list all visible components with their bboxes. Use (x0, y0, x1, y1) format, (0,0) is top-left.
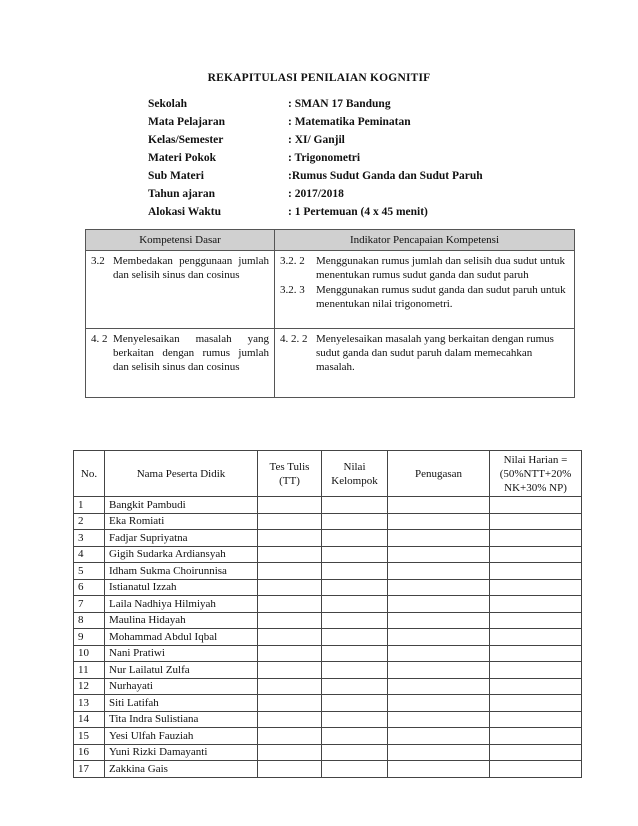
score-nilai-harian (490, 497, 582, 514)
score-nilai-harian (490, 596, 582, 613)
student-row (74, 513, 582, 530)
student-no: 17 (74, 761, 105, 778)
score-penugasan (388, 662, 490, 679)
score-tes-tulis (258, 761, 322, 778)
info-row (148, 131, 548, 149)
score-nilai-kelompok (322, 546, 388, 563)
score-penugasan (388, 744, 490, 761)
score-penugasan (388, 629, 490, 646)
student-no: 13 (74, 695, 105, 712)
student-no: 2 (74, 513, 105, 530)
student-name: Mohammad Abdul Iqbal (105, 629, 258, 646)
student-no: 3 (74, 530, 105, 547)
page-title: REKAPITULASI PENILAIAN KOGNITIF (207, 72, 431, 84)
info-label: Sekolah (148, 98, 187, 110)
competency-row (86, 251, 575, 329)
student-row (74, 711, 582, 728)
header-nama: Nama Peserta Didik (105, 451, 258, 497)
score-table (73, 450, 582, 778)
score-penugasan (388, 546, 490, 563)
info-label: Kelas/Semester (148, 134, 224, 146)
score-nilai-kelompok (322, 711, 388, 728)
indicator-number: 3.2. 3 (280, 284, 305, 296)
header-penugasan: Penugasan (388, 451, 490, 497)
score-tes-tulis (258, 629, 322, 646)
info-row (148, 167, 548, 185)
score-tes-tulis (258, 645, 322, 662)
header-kompetensi-dasar: Kompetensi Dasar (86, 230, 275, 251)
score-tes-tulis (258, 695, 322, 712)
score-tes-tulis (258, 513, 322, 530)
score-tes-tulis (258, 596, 322, 613)
score-nilai-harian (490, 612, 582, 629)
score-nilai-harian (490, 563, 582, 580)
student-no: 8 (74, 612, 105, 629)
student-no: 12 (74, 678, 105, 695)
header-indikator: Indikator Pencapaian Kompetensi (275, 230, 575, 251)
score-penugasan (388, 497, 490, 514)
student-name: Fadjar Supriyatna (105, 530, 258, 547)
score-nilai-harian (490, 662, 582, 679)
score-nilai-kelompok (322, 744, 388, 761)
student-row (74, 596, 582, 613)
student-no: 9 (74, 629, 105, 646)
score-tes-tulis (258, 563, 322, 580)
info-label: Materi Pokok (148, 152, 217, 164)
student-row (74, 563, 582, 580)
kd-cell (86, 251, 275, 329)
score-nilai-kelompok (322, 579, 388, 596)
student-no: 7 (74, 596, 105, 613)
student-row (74, 761, 582, 778)
student-no: 15 (74, 728, 105, 745)
indicator-item (280, 283, 569, 311)
student-row (74, 678, 582, 695)
student-no: 16 (74, 744, 105, 761)
score-nilai-kelompok (322, 530, 388, 547)
info-label: Mata Pelajaran (148, 116, 225, 128)
student-name: Nani Pratiwi (105, 645, 258, 662)
student-row (74, 662, 582, 679)
score-nilai-kelompok (322, 728, 388, 745)
score-nilai-harian (490, 546, 582, 563)
info-row (148, 185, 548, 203)
info-value: :Rumus Sudut Ganda dan Sudut Paruh (288, 170, 483, 182)
student-name: Idham Sukma Choirunnisa (105, 563, 258, 580)
student-no: 5 (74, 563, 105, 580)
student-row (74, 645, 582, 662)
student-name: Laila Nadhiya Hilmiyah (105, 596, 258, 613)
score-nilai-harian (490, 579, 582, 596)
score-penugasan (388, 728, 490, 745)
score-penugasan (388, 612, 490, 629)
indicator-text: Menggunakan rumus sudut ganda dan sudut paruh untuk menentukan nilai trigonometri. (316, 284, 566, 310)
student-name: Gigih Sudarka Ardiansyah (105, 546, 258, 563)
score-tes-tulis (258, 678, 322, 695)
kd-text: Menyelesaikan masalah yang berkaitan dengan rumus jumlah dan selisih sinus dan cosinus (113, 333, 269, 373)
student-name: Yuni Rizki Damayanti (105, 744, 258, 761)
score-penugasan (388, 645, 490, 662)
student-name: Yesi Ulfah Fauziah (105, 728, 258, 745)
score-nilai-kelompok (322, 761, 388, 778)
score-tes-tulis (258, 744, 322, 761)
score-nilai-harian (490, 530, 582, 547)
student-no: 11 (74, 662, 105, 679)
student-row (74, 629, 582, 646)
score-tes-tulis (258, 530, 322, 547)
score-penugasan (388, 530, 490, 547)
competency-table (85, 229, 575, 398)
kd-item (91, 254, 269, 282)
student-name: Zakkina Gais (105, 761, 258, 778)
header-tes-tulis: Tes Tulis (TT) (258, 451, 322, 497)
competency-header-row (86, 230, 575, 251)
score-nilai-harian (490, 761, 582, 778)
indicator-text: Menyelesaikan masalah yang berkaitan dengan rumus sudut ganda dan sudut paruh dalam memecahkan masalah. (316, 333, 554, 373)
score-nilai-kelompok (322, 645, 388, 662)
score-nilai-kelompok (322, 563, 388, 580)
score-nilai-harian (490, 678, 582, 695)
score-penugasan (388, 513, 490, 530)
indicator-cell (275, 329, 575, 398)
score-nilai-harian (490, 728, 582, 745)
student-row (74, 530, 582, 547)
score-tes-tulis (258, 662, 322, 679)
student-no: 4 (74, 546, 105, 563)
indicator-number: 3.2. 2 (280, 255, 305, 267)
score-nilai-harian (490, 513, 582, 530)
score-nilai-harian (490, 645, 582, 662)
student-row (74, 497, 582, 514)
info-table (148, 95, 548, 221)
kd-number: 4. 2 (91, 333, 108, 345)
score-tes-tulis (258, 497, 322, 514)
score-nilai-harian (490, 711, 582, 728)
header-nilai-harian: Nilai Harian = (50%NTT+20% NK+30% NP) (490, 451, 582, 497)
student-no: 6 (74, 579, 105, 596)
score-tes-tulis (258, 546, 322, 563)
score-penugasan (388, 579, 490, 596)
score-penugasan (388, 711, 490, 728)
info-value: : Trigonometri (288, 152, 361, 164)
student-name: Tita Indra Sulistiana (105, 711, 258, 728)
student-name: Nur Lailatul Zulfa (105, 662, 258, 679)
student-row (74, 695, 582, 712)
info-label: Alokasi Waktu (148, 206, 221, 218)
indicator-item (280, 254, 569, 282)
score-penugasan (388, 695, 490, 712)
kd-text: Membedakan penggunaan jumlah dan selisih sinus dan cosinus (113, 255, 269, 281)
info-label: Tahun ajaran (148, 188, 216, 200)
info-value: : Matematika Peminatan (288, 116, 411, 128)
info-value: : SMAN 17 Bandung (288, 98, 391, 110)
info-row (148, 95, 548, 113)
header-nilai-kelompok: Nilai Kelompok (322, 451, 388, 497)
score-penugasan (388, 761, 490, 778)
student-row (74, 579, 582, 596)
student-row (74, 728, 582, 745)
student-row (74, 546, 582, 563)
indicator-item (280, 332, 569, 374)
student-row (74, 744, 582, 761)
header-no: No. (74, 451, 105, 497)
competency-row (86, 329, 575, 398)
student-name: Bangkit Pambudi (105, 497, 258, 514)
indicator-number: 4. 2. 2 (280, 333, 308, 345)
score-nilai-kelompok (322, 678, 388, 695)
score-nilai-kelompok (322, 662, 388, 679)
kd-number: 3.2 (91, 255, 105, 267)
kd-cell (86, 329, 275, 398)
student-name: Nurhayati (105, 678, 258, 695)
score-nilai-harian (490, 744, 582, 761)
score-nilai-kelompok (322, 596, 388, 613)
student-no: 14 (74, 711, 105, 728)
score-nilai-kelompok (322, 497, 388, 514)
score-nilai-kelompok (322, 629, 388, 646)
score-nilai-kelompok (322, 695, 388, 712)
student-no: 10 (74, 645, 105, 662)
student-name: Maulina Hidayah (105, 612, 258, 629)
student-name: Siti Latifah (105, 695, 258, 712)
indicator-text: Menggunakan rumus jumlah dan selisih dua sudut untuk menentukan rumus sudut ganda dan sudut paruh (316, 255, 565, 281)
score-nilai-harian (490, 629, 582, 646)
score-nilai-kelompok (322, 513, 388, 530)
info-value: : 1 Pertemuan (4 x 45 menit) (288, 206, 428, 218)
info-row (148, 149, 548, 167)
indicator-cell (275, 251, 575, 329)
score-penugasan (388, 596, 490, 613)
student-row (74, 612, 582, 629)
info-value: : XI/ Ganjil (288, 134, 345, 146)
info-label: Sub Materi (148, 170, 204, 182)
info-value: : 2017/2018 (288, 188, 344, 200)
score-nilai-kelompok (322, 612, 388, 629)
score-penugasan (388, 563, 490, 580)
score-tes-tulis (258, 612, 322, 629)
score-tes-tulis (258, 728, 322, 745)
info-row (148, 113, 548, 131)
kd-item (91, 332, 269, 374)
score-penugasan (388, 678, 490, 695)
student-no: 1 (74, 497, 105, 514)
info-row (148, 203, 548, 221)
student-name: Istianatul Izzah (105, 579, 258, 596)
score-nilai-harian (490, 695, 582, 712)
score-tes-tulis (258, 579, 322, 596)
student-name: Eka Romiati (105, 513, 258, 530)
score-header-row (74, 451, 582, 497)
score-tes-tulis (258, 711, 322, 728)
